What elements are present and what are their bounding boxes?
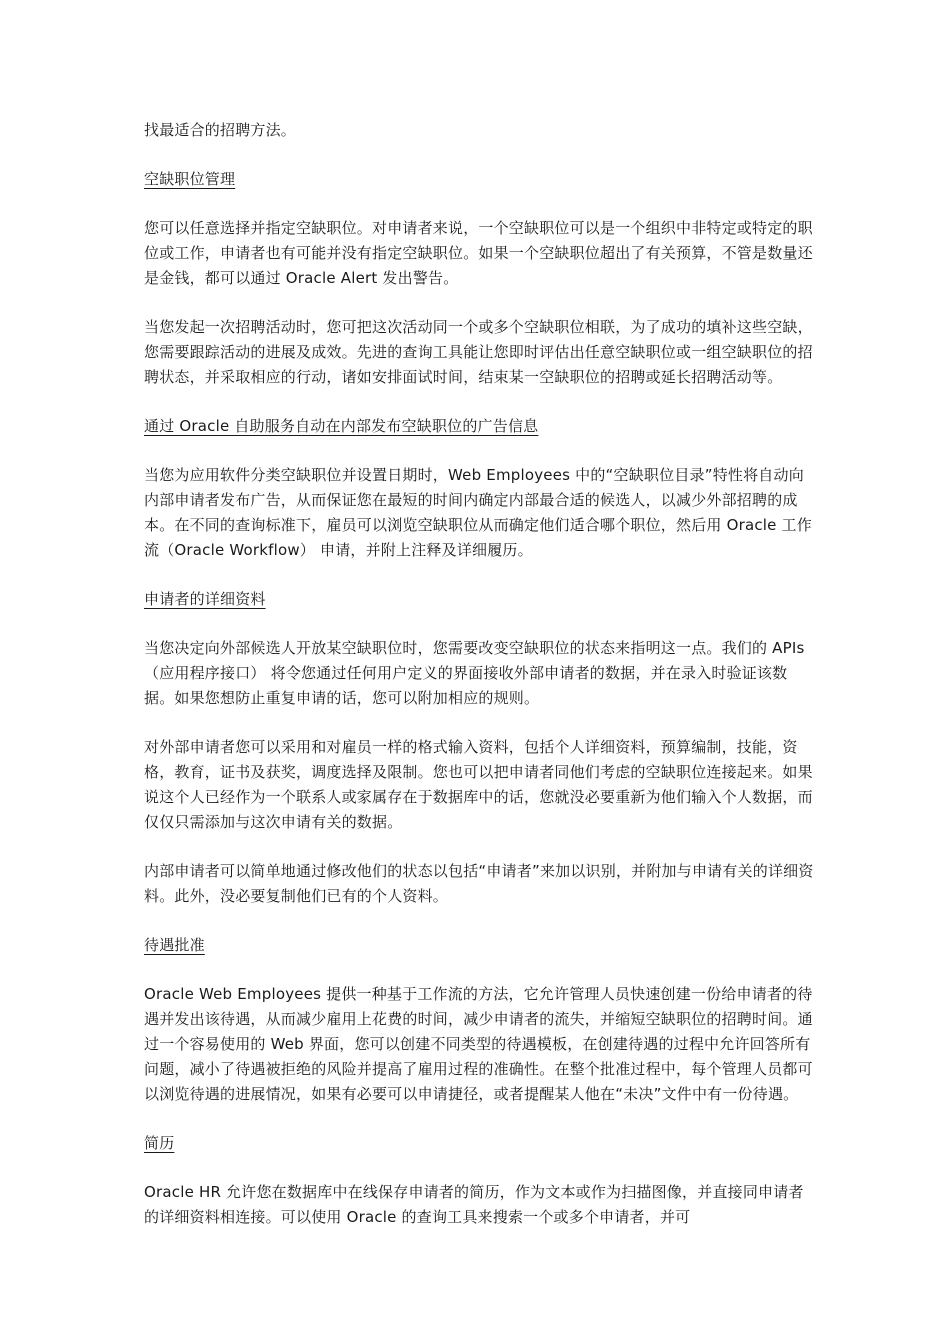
paragraph-external-candidates: 当您决定向外部候选人开放某空缺职位时，您需要改变空缺职位的状态来指明这一点。我们的 APIs（应用程序接口） 将令您通过任何用户定义的界面接收外部申请者的数据，并在录入时验证该数据。如果您想防止重复申请的话，您可以附加相应的规则。 bbox=[144, 639, 805, 707]
heading-offer-approval: 待遇批准 bbox=[144, 936, 205, 954]
paragraph-external-applicant-data: 对外部申请者您可以采用和对雇员一样的格式输入资料，包括个人详细资料，预算编制，技能，资格，教育，证书及获奖，调度选择及限制。您也可以把申请者同他们考虑的空缺职位连接起来。如果说这个人已经作为一个联系人或家属存在于数据库中的话，您就没必要重新为他们输入个人数据，而仅仅只需添加与这次申请有关的数据。 bbox=[144, 738, 813, 831]
heading-self-service-ads: 通过 Oracle 自助服务自动在内部发布空缺职位的广告信息 bbox=[144, 417, 539, 435]
paragraph-web-employees-offers: Oracle Web Employees 提供一种基于工作流的方法，它允许管理人员快速创建一份给申请者的待遇并发出该待遇，从而减少雇用上花费的时间，减少申请者的流失，并缩短空缺职位的招聘时间。通过一个容易使用的 Web 界面，您可以创建不同类型的待遇模板，在创建待遇的过程中允许回答所有问题，减小了待遇被拒绝的风险并提高了雇用过程的准确性。在整个批准过程中，每个管理人员都可以浏览待遇的进展情况，如果有必要可以申请捷径，或者提醒某人他在“未决”文件中有一份待遇。 bbox=[144, 985, 813, 1103]
heading-vacancy-management: 空缺职位管理 bbox=[144, 170, 236, 188]
paragraph-intro-end: 找最适合的招聘方法。 bbox=[144, 121, 297, 139]
heading-applicant-details: 申请者的详细资料 bbox=[144, 590, 266, 608]
paragraph-internal-applicants: 内部申请者可以简单地通过修改他们的状态以包括“申请者”来加以识别，并附加与申请有关的详细资料。此外，没必要复制他们已有的个人资料。 bbox=[144, 862, 814, 905]
paragraph-oracle-hr-resume: Oracle HR 允许您在数据库中在线保存申请者的简历，作为文本或作为扫描图像，并直接同申请者的详细资料相连接。可以使用 Oracle 的查询工具来搜索一个或多个申请者，并可 bbox=[144, 1183, 804, 1226]
paragraph-vacancy-catalog: 当您为应用软件分类空缺职位并设置日期时，Web Employees 中的“空缺职位目录”特性将自动向内部申请者发布广告，从而保证您在最短的时间内确定内部最合适的候选人，以减少外部招聘的成本。在不同的查询标准下，雇员可以浏览空缺职位从而确定他们适合哪个职位，然后用 Oracle 工作流（Oracle Workflow） 申请，并附上注释及详细履历。 bbox=[144, 466, 812, 559]
heading-resume: 简历 bbox=[144, 1134, 175, 1152]
paragraph-vacancy-definition: 您可以任意选择并指定空缺职位。对申请者来说，一个空缺职位可以是一个组织中非特定或特定的职位或工作，申请者也有可能并没有指定空缺职位。如果一个空缺职位超出了有关预算，不管是数量还是金钱，都可以通过 Oracle Alert 发出警告。 bbox=[144, 219, 813, 287]
paragraph-recruitment-activity: 当您发起一次招聘活动时，您可把这次活动同一个或多个空缺职位相联，为了成功的填补这些空缺，您需要跟踪活动的进展及成效。先进的查询工具能让您即时评估出任意空缺职位或一组空缺职位的招聘状态，并采取相应的行动，诸如安排面试时间，结束某一空缺职位的招聘或延长招聘活动等。 bbox=[144, 318, 813, 386]
document-page bbox=[144, 118, 816, 1254]
